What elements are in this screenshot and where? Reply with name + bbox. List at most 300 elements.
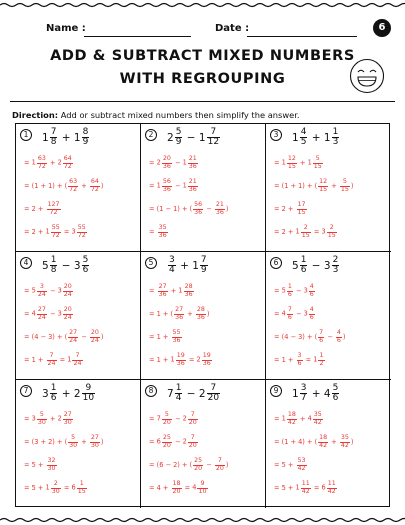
whole-part: 1 xyxy=(198,131,206,144)
numerator: 5 xyxy=(39,411,44,418)
mixed-number xyxy=(323,255,340,276)
fraction xyxy=(50,384,58,404)
problem-number-badge: 5 xyxy=(145,257,157,269)
fraction xyxy=(90,330,100,344)
whole-part: 1 xyxy=(292,387,299,400)
fraction xyxy=(287,156,297,170)
denominator: 10 xyxy=(82,393,95,404)
text-token: = xyxy=(149,414,157,423)
problem-cell xyxy=(16,380,141,508)
solution-step xyxy=(149,179,199,193)
text-token: + xyxy=(58,387,74,400)
fraction xyxy=(37,284,47,298)
text-token: − xyxy=(172,414,183,423)
text-token: = (1 + 1) + ( xyxy=(274,181,318,190)
denominator: 6 xyxy=(309,290,314,298)
numerator: 35 xyxy=(158,224,167,231)
numerator: 63 xyxy=(37,155,46,162)
numerator: 27 xyxy=(63,411,72,418)
denominator: 15 xyxy=(301,231,310,239)
whole-part: 4 xyxy=(307,414,312,423)
date-field[interactable] xyxy=(247,36,357,37)
text-token: = 5 + xyxy=(24,460,46,469)
numerator: 56 xyxy=(194,201,203,208)
mixed-number xyxy=(156,178,173,193)
whole-part: 1 xyxy=(45,483,50,492)
numerator: 5 xyxy=(332,383,339,393)
fraction xyxy=(215,202,225,216)
text-token: = xyxy=(61,227,72,236)
fraction xyxy=(188,412,198,426)
text-token: = 2 + xyxy=(24,227,46,236)
text-token: = 5 + xyxy=(24,483,46,492)
fraction xyxy=(175,384,183,404)
numerator: 8 xyxy=(82,127,89,137)
solution-step xyxy=(24,225,88,239)
denominator: 36 xyxy=(158,231,167,239)
mixed-number xyxy=(31,155,48,170)
mixed-number xyxy=(73,255,90,276)
solution-step xyxy=(24,284,74,298)
fraction xyxy=(77,225,87,239)
mixed-number xyxy=(295,480,312,495)
problem-cell xyxy=(266,124,391,252)
fraction xyxy=(188,435,198,449)
fraction xyxy=(318,353,324,367)
text-token: = (4 − 3) + ( xyxy=(24,332,68,341)
problem-number-badge: 7 xyxy=(20,385,32,397)
denominator: 36 xyxy=(215,208,224,216)
fraction xyxy=(327,225,337,239)
problem-number-badge: 8 xyxy=(145,385,157,397)
denominator: 6 xyxy=(309,313,314,321)
numerator: 1 xyxy=(175,383,182,393)
numerator: 9 xyxy=(200,480,205,487)
text-token: + xyxy=(297,158,308,167)
text-token: − xyxy=(293,309,304,318)
denominator: 15 xyxy=(313,162,322,170)
fraction xyxy=(50,128,58,148)
text-token: ) xyxy=(342,332,346,341)
text-token: = 2 + xyxy=(274,204,296,213)
fraction xyxy=(50,256,58,276)
denominator: 15 xyxy=(340,185,349,193)
fraction xyxy=(63,156,73,170)
mixed-number xyxy=(42,383,58,404)
direction-body: Add or subtract mixed numbers then simplify the answer. xyxy=(60,110,300,120)
title-divider xyxy=(10,101,395,102)
fraction xyxy=(301,481,311,495)
denominator: 20 xyxy=(188,418,197,426)
numerator: 28 xyxy=(184,283,193,290)
text-token: = 5 + xyxy=(274,483,296,492)
text-token: = (3 + 2) + ( xyxy=(24,437,68,446)
whole-part: 4 xyxy=(192,483,197,492)
denominator: 24 xyxy=(69,336,78,344)
text-token: = xyxy=(61,483,72,492)
numerator: 20 xyxy=(63,283,72,290)
numerator: 5 xyxy=(175,127,182,137)
fraction xyxy=(207,128,220,148)
denominator: 6 xyxy=(332,393,339,404)
solution-step xyxy=(149,225,169,239)
fraction xyxy=(200,256,208,276)
solution-step xyxy=(149,307,209,321)
mixed-number xyxy=(313,352,325,367)
problem-cell xyxy=(266,380,391,508)
whole-part: 1 xyxy=(170,355,175,364)
fraction xyxy=(176,353,186,367)
solution-step xyxy=(24,179,104,193)
text-token: = xyxy=(24,309,32,318)
mixed-number xyxy=(323,127,340,148)
denominator: 36 xyxy=(194,208,203,216)
page-subtitle: WITH REGROUPING xyxy=(119,71,286,87)
solution-step xyxy=(274,284,316,298)
mixed-number xyxy=(281,411,298,426)
solution-step xyxy=(149,412,199,426)
text-token: + xyxy=(79,181,89,190)
solution-step xyxy=(24,481,88,495)
fraction xyxy=(172,481,182,495)
numerator: 21 xyxy=(188,178,197,185)
fraction xyxy=(287,307,293,321)
text-token: = xyxy=(57,355,68,364)
name-field[interactable] xyxy=(84,36,191,37)
mixed-number xyxy=(156,411,173,426)
mixed-number xyxy=(57,155,74,170)
solution-step xyxy=(274,179,354,193)
whole-part: 1 xyxy=(295,483,300,492)
denominator: 15 xyxy=(319,185,328,193)
text-token: = xyxy=(303,355,314,364)
denominator: 6 xyxy=(287,290,292,298)
mixed-number xyxy=(295,224,312,239)
text-token: = xyxy=(149,437,157,446)
fraction xyxy=(318,435,328,449)
numerator: 2 xyxy=(329,224,334,231)
text-token: = xyxy=(311,483,322,492)
fraction xyxy=(51,481,61,495)
fraction xyxy=(82,384,95,404)
mixed-number xyxy=(292,383,308,404)
denominator: 36 xyxy=(188,185,197,193)
text-token: − xyxy=(58,259,74,272)
text-token: = (1 + 1) + ( xyxy=(24,181,68,190)
numerator: 4 xyxy=(309,306,314,313)
numerator: 7 xyxy=(75,352,80,359)
fraction xyxy=(202,353,212,367)
numerator: 1 xyxy=(79,480,84,487)
problem-expression xyxy=(167,256,209,276)
denominator: 42 xyxy=(297,464,306,472)
numerator: 35 xyxy=(313,411,322,418)
mixed-number xyxy=(156,434,173,449)
name-label: Name : xyxy=(46,23,86,34)
text-token: + xyxy=(308,131,324,144)
fraction xyxy=(168,256,176,276)
text-token: − xyxy=(325,332,335,341)
whole-part: 1 xyxy=(313,355,318,364)
denominator: 3 xyxy=(332,265,339,276)
numerator: 55 xyxy=(51,224,60,231)
numerator: 53 xyxy=(297,457,306,464)
whole-part: 3 xyxy=(42,387,49,400)
denominator: 42 xyxy=(313,418,322,426)
numerator: 5 xyxy=(315,155,320,162)
denominator: 36 xyxy=(184,290,193,298)
whole-part: 2 xyxy=(73,387,81,400)
text-token: ) xyxy=(225,204,229,213)
denominator: 36 xyxy=(188,162,197,170)
fraction xyxy=(327,481,337,495)
solution-step xyxy=(24,412,74,426)
fraction xyxy=(162,435,172,449)
problem-cell xyxy=(141,380,266,508)
mixed-number xyxy=(182,155,199,170)
text-token: = xyxy=(24,286,32,295)
fraction xyxy=(197,481,207,495)
text-token: = (6 − 2) + ( xyxy=(149,460,193,469)
text-token: = (4 − 3) + ( xyxy=(274,332,318,341)
denominator: 15 xyxy=(327,231,336,239)
fraction xyxy=(193,202,203,216)
mixed-number xyxy=(196,352,212,367)
denominator: 15 xyxy=(77,487,86,495)
denominator: 72 xyxy=(51,231,60,239)
problem-cell xyxy=(266,252,391,380)
denominator: 72 xyxy=(63,162,72,170)
numerator: 55 xyxy=(77,224,86,231)
fraction xyxy=(68,330,78,344)
solution-step xyxy=(274,458,308,472)
solution-step xyxy=(24,307,74,321)
numerator: 1 xyxy=(332,127,339,137)
whole-part: 3 xyxy=(323,259,331,272)
denominator: 30 xyxy=(90,441,99,449)
numerator: 27 xyxy=(90,434,99,441)
page-number-badge: 6 xyxy=(373,19,391,37)
direction-label: Direction: xyxy=(12,110,59,120)
mixed-number xyxy=(182,411,199,426)
solution-step xyxy=(149,435,199,449)
text-token: = xyxy=(149,181,157,190)
solution-step xyxy=(274,412,324,426)
text-token: = xyxy=(182,483,193,492)
whole-part: 1 xyxy=(42,131,49,144)
numerator: 9 xyxy=(85,383,92,393)
numerator: 27 xyxy=(158,283,167,290)
denominator: 15 xyxy=(287,162,296,170)
text-token: − xyxy=(183,387,199,400)
text-token: ) xyxy=(350,437,354,446)
problem-number-badge: 1 xyxy=(20,129,32,141)
numerator: 4 xyxy=(309,283,314,290)
solution-step xyxy=(274,353,326,367)
whole-part: 2 xyxy=(156,158,161,167)
date-label: Date : xyxy=(215,23,250,34)
fraction xyxy=(297,458,307,472)
text-token: = 2 + xyxy=(274,227,296,236)
solution-step xyxy=(24,353,84,367)
text-token: + xyxy=(58,131,74,144)
text-token: ) xyxy=(350,181,354,190)
numerator: 3 xyxy=(169,255,175,265)
text-token: = xyxy=(311,227,322,236)
whole-part: 2 xyxy=(182,414,187,423)
denominator: 72 xyxy=(69,185,78,193)
whole-part: 5 xyxy=(292,259,299,272)
bottom-wave-border xyxy=(0,515,405,525)
fraction xyxy=(300,384,308,404)
denominator: 24 xyxy=(63,290,72,298)
numerator: 7 xyxy=(210,383,217,393)
problem-number-badge: 9 xyxy=(270,385,282,397)
denominator: 6 xyxy=(50,393,57,404)
smiley-face-icon xyxy=(349,58,385,94)
fraction xyxy=(162,156,172,170)
denominator: 24 xyxy=(73,359,82,367)
whole-part: 7 xyxy=(167,387,174,400)
whole-part: 3 xyxy=(57,309,62,318)
problem-expression xyxy=(292,384,340,404)
mixed-number xyxy=(178,283,194,298)
denominator: 36 xyxy=(202,359,211,367)
mixed-number xyxy=(42,255,58,276)
numerator: 3 xyxy=(39,283,44,290)
denominator: 24 xyxy=(37,290,46,298)
denominator: 36 xyxy=(172,336,181,344)
fraction xyxy=(68,435,78,449)
text-token: ) xyxy=(100,437,104,446)
solution-step xyxy=(274,481,338,495)
numerator: 56 xyxy=(162,178,171,185)
whole-part: 5 xyxy=(42,259,49,272)
denominator: 24 xyxy=(37,313,46,321)
whole-part: 1 xyxy=(178,286,183,295)
denominator: 6 xyxy=(297,359,302,367)
denominator: 6 xyxy=(319,336,324,344)
whole-part: 2 xyxy=(57,158,62,167)
fraction xyxy=(297,202,307,216)
numerator: 1 xyxy=(300,255,307,265)
header xyxy=(0,20,405,40)
denominator: 4 xyxy=(175,393,182,404)
numerator: 20 xyxy=(90,329,99,336)
mixed-number xyxy=(321,224,337,239)
fraction xyxy=(188,156,198,170)
mixed-number xyxy=(71,224,87,239)
fraction xyxy=(82,256,90,276)
solution-step xyxy=(274,225,338,239)
fraction xyxy=(318,330,324,344)
text-token: − xyxy=(79,332,89,341)
fraction xyxy=(90,179,100,193)
numerator: 4 xyxy=(336,329,341,336)
whole-part: 1 xyxy=(281,158,286,167)
mixed-number xyxy=(307,411,324,426)
numerator: 2 xyxy=(303,224,308,231)
denominator: 20 xyxy=(215,464,224,472)
denominator: 20 xyxy=(207,393,220,404)
solution-step xyxy=(149,353,213,367)
denominator: 36 xyxy=(196,313,205,321)
text-token: = xyxy=(149,158,157,167)
text-token: ) xyxy=(225,460,229,469)
text-token: − xyxy=(47,309,58,318)
fraction xyxy=(37,156,47,170)
numerator: 127 xyxy=(47,201,60,208)
whole-part: 3 xyxy=(73,259,81,272)
whole-part: 2 xyxy=(198,387,206,400)
text-token: = 1 + xyxy=(149,355,171,364)
denominator: 30 xyxy=(51,487,60,495)
fraction xyxy=(184,284,194,298)
numerator: 21 xyxy=(188,155,197,162)
fraction xyxy=(174,307,184,321)
text-token: − xyxy=(308,259,324,272)
whole-part: 2 xyxy=(57,414,62,423)
fraction xyxy=(162,412,172,426)
text-token: = (1 − 1) + ( xyxy=(149,204,193,213)
mixed-number xyxy=(57,283,74,298)
mixed-number xyxy=(303,306,316,321)
whole-part: 1 xyxy=(182,181,187,190)
denominator: 8 xyxy=(50,137,57,148)
numerator: 35 xyxy=(340,434,349,441)
text-token: ) xyxy=(100,332,104,341)
mixed-number xyxy=(57,306,74,321)
solution-step xyxy=(274,202,308,216)
numerator: 1 xyxy=(50,383,57,393)
denominator: 20 xyxy=(188,441,197,449)
text-token: − xyxy=(204,204,214,213)
whole-part: 4 xyxy=(31,309,36,318)
whole-part: 6 xyxy=(321,483,326,492)
whole-part: 3 xyxy=(303,309,308,318)
fraction xyxy=(47,353,57,367)
numerator: 25 xyxy=(194,457,203,464)
mixed-number xyxy=(281,283,294,298)
fraction xyxy=(340,435,350,449)
problem-expression xyxy=(167,384,221,404)
numerator: 27 xyxy=(69,329,78,336)
numerator: 7 xyxy=(217,457,222,464)
denominator: 30 xyxy=(63,418,72,426)
fraction xyxy=(51,225,61,239)
fraction xyxy=(175,128,183,148)
top-wave-border xyxy=(0,0,405,10)
solution-step xyxy=(24,458,58,472)
numerator: 7 xyxy=(50,127,57,137)
mixed-number xyxy=(73,383,96,404)
denominator: 42 xyxy=(287,418,296,426)
text-token: = 1 + ( xyxy=(149,309,174,318)
mixed-number xyxy=(31,306,48,321)
whole-part: 1 xyxy=(156,181,161,190)
fraction xyxy=(37,412,47,426)
fraction xyxy=(188,179,198,193)
fraction xyxy=(309,284,315,298)
fraction xyxy=(77,481,87,495)
denominator: 9 xyxy=(82,137,89,148)
text-token: − xyxy=(172,181,183,190)
mixed-number xyxy=(73,127,90,148)
problem-expression xyxy=(42,128,90,148)
mixed-number xyxy=(192,480,208,495)
fraction xyxy=(332,128,340,148)
text-token: + xyxy=(329,181,339,190)
